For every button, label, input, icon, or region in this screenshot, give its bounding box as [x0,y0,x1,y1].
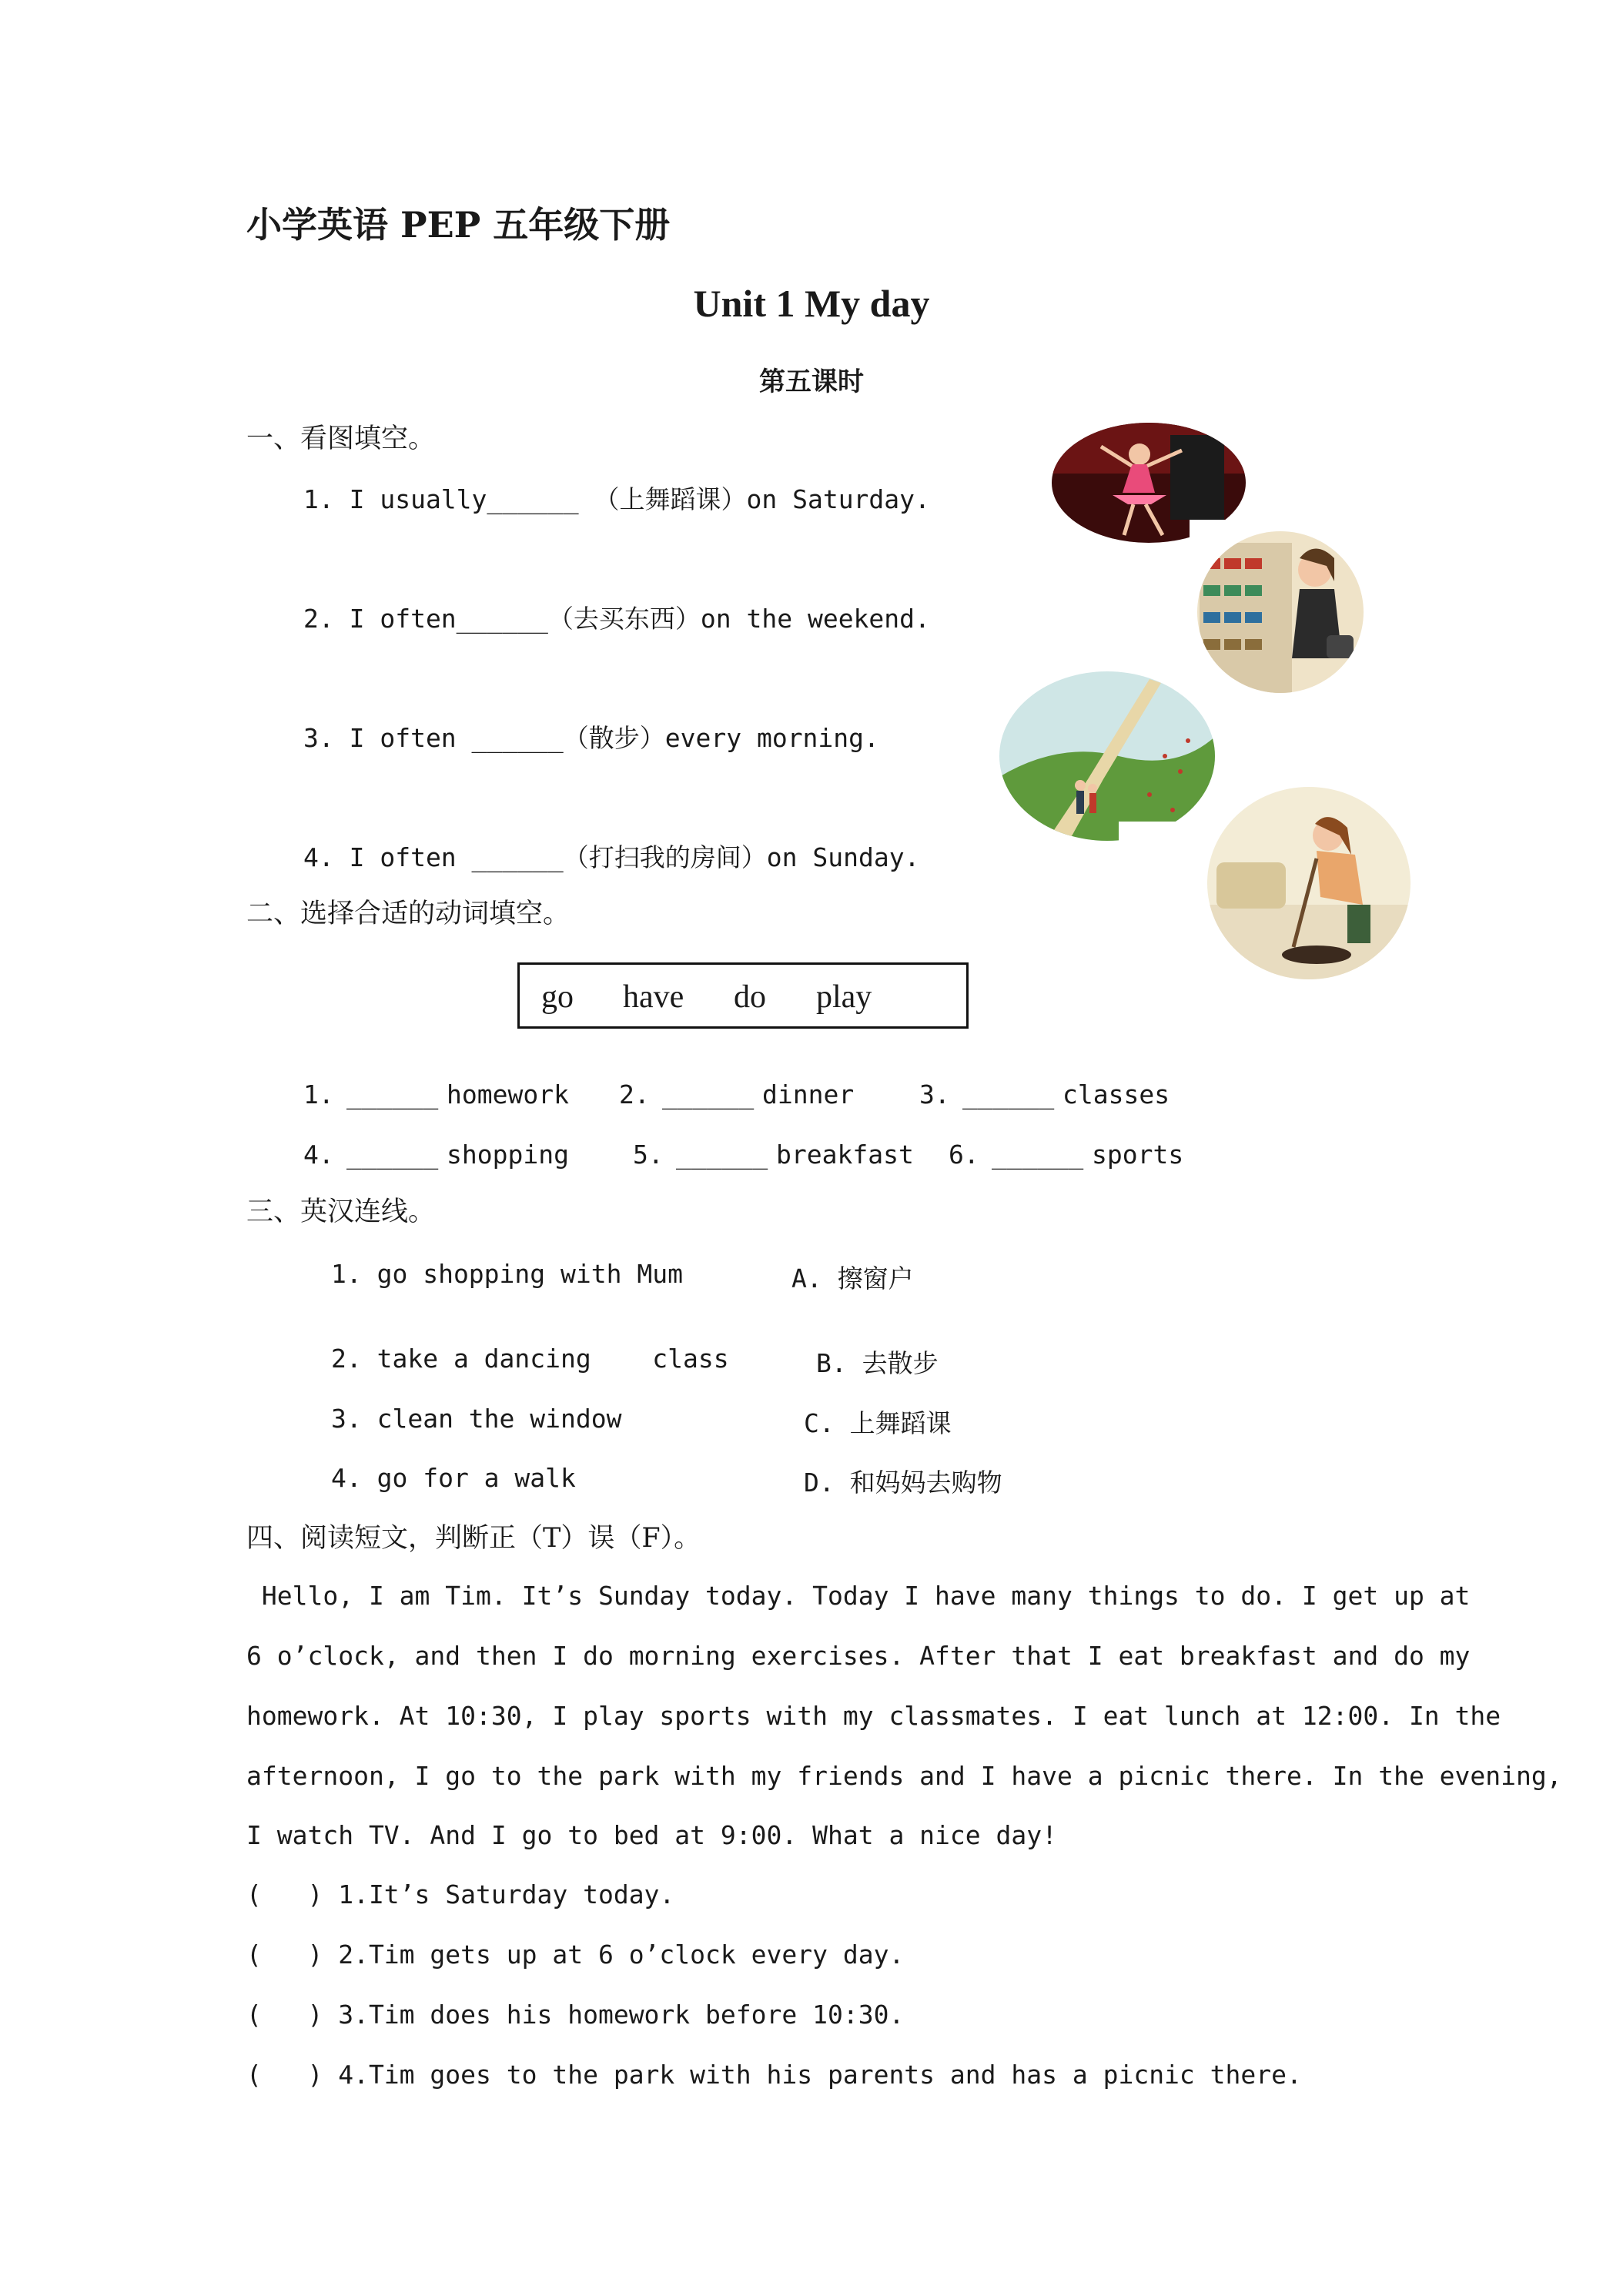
section2-item-phrase: dinner [762,1079,855,1110]
match-left-item: 1. go shopping with Mum [331,1259,683,1289]
match-right-item: B. 去散步 [816,1348,939,1378]
walking-picture [996,664,1219,848]
section1-item: 2. I often______（去买东西）on the weekend. [303,604,930,634]
section2-item-phrase: classes [1062,1079,1170,1110]
match-left-item: 4. go for a walk [331,1463,576,1493]
section1-heading: 一、看图填空。 [246,423,436,454]
section2-item-number: 3. [919,1079,950,1110]
match-left-item: 3. clean the window [331,1404,622,1434]
section2-item-number: 4. [303,1140,334,1170]
section2-item-number: 5. [633,1140,664,1170]
section2-item-blank: ______ [346,1079,439,1110]
section2-item-phrase: sports [1092,1140,1184,1170]
passage-line: homework. At 10:30, I play sports with my classmates. I eat lunch at 12:00. In the [246,1701,1501,1731]
lesson-label: 第五课时 [759,366,864,397]
section2-item-number: 6. [949,1140,979,1170]
section2-heading: 二、选择合适的动词填空。 [246,899,571,929]
unit-title: Unit 1 My day [693,282,930,325]
section2-item-phrase: shopping [447,1140,569,1170]
section1-item: 1. I usually______ （上舞蹈课）on Saturday. [303,484,930,514]
word-box-option: have [623,979,684,1015]
passage-line: 6 o’clock, and then I do morning exercises. After that I eat breakfast and do my [246,1641,1471,1671]
section2-item-blank: ______ [346,1140,439,1170]
section2-item-blank: ______ [676,1140,768,1170]
section2-item-phrase: breakfast [776,1140,914,1170]
section2-item-phrase: homework [447,1079,569,1110]
section2-item-blank: ______ [962,1079,1055,1110]
true-false-question: ( ) 4.Tim goes to the park with his parents and has a picnic there. [246,2060,1302,2090]
match-right-item: D. 和妈妈去购物 [804,1468,1002,1498]
word-box-option: go [541,979,574,1015]
series-title: 小学英语 PEP 五年级下册 [246,204,671,246]
cleaning-room-picture [1201,782,1417,986]
word-box-option: play [816,979,872,1015]
match-right-item: C. 上舞蹈课 [804,1408,952,1438]
section2-item-number: 1. [303,1079,334,1110]
section2-item-number: 2. [619,1079,650,1110]
match-right-item: A. 擦窗户 [791,1263,914,1294]
section2-item-blank: ______ [662,1079,755,1110]
section4-heading: 四、阅读短文，判断正（T）误（F）。 [246,1523,701,1554]
true-false-question: ( ) 1.It’s Saturday today. [246,1879,675,1909]
true-false-question: ( ) 2.Tim gets up at 6 o’clock every day. [246,1940,905,1970]
true-false-question: ( ) 3.Tim does his homework before 10:30. [246,2000,905,2030]
passage-line: I watch TV. And I go to bed at 9:00. What a nice day! [246,1820,1057,1850]
word-box [517,962,969,1029]
section3-heading: 三、英汉连线。 [246,1197,436,1227]
word-box-option: do [734,979,766,1015]
section1-item: 4. I often ______（打扫我的房间）on Sunday. [303,842,920,872]
match-left-item: 2. take a dancing class [331,1344,729,1374]
passage-line: Hello, I am Tim. It’s Sunday today. Today I have many things to do. I get up at [246,1581,1471,1611]
section2-item-blank: ______ [992,1140,1084,1170]
section1-item: 3. I often ______（散步）every morning. [303,723,879,753]
passage-line: afternoon, I go to the park with my friends and I have a picnic there. In the evening, [246,1761,1562,1791]
